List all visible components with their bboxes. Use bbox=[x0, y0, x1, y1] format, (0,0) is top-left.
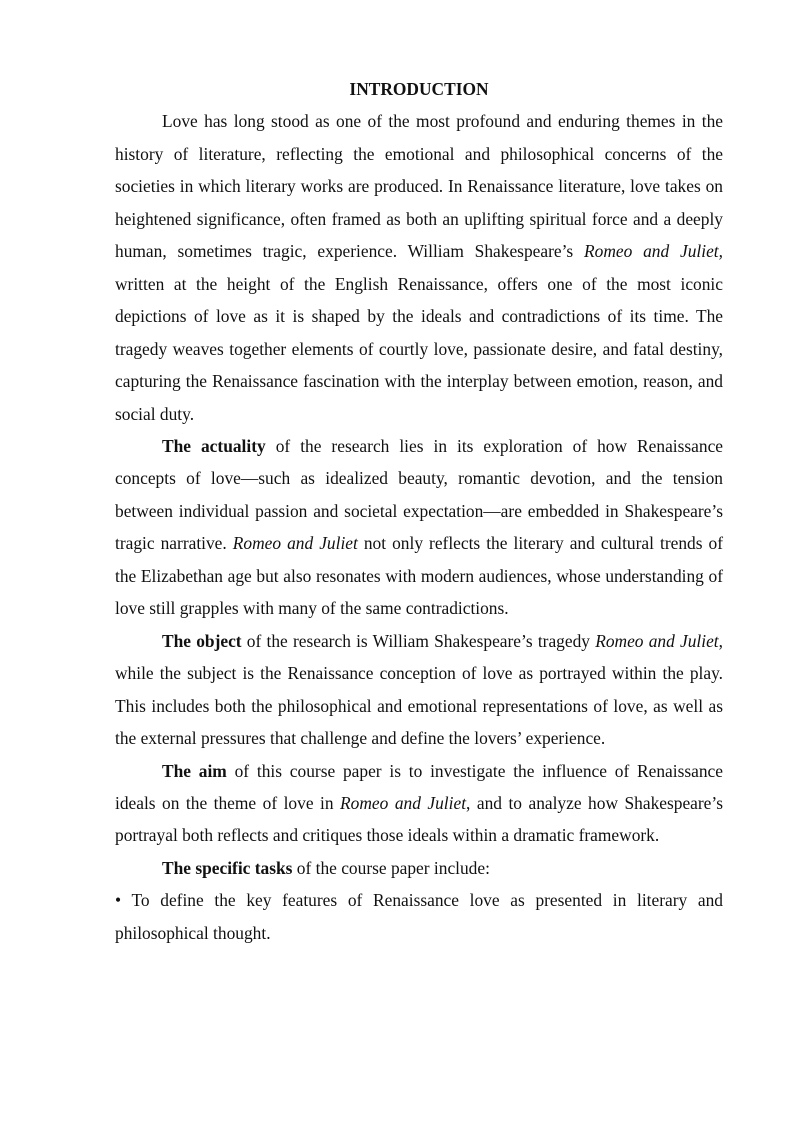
term-label: The object bbox=[162, 630, 242, 651]
term-label: The aim bbox=[162, 760, 227, 781]
play-title: Romeo and Juliet, bbox=[584, 241, 723, 262]
list-item: • To define the key features of Renaissance love as presented in literary and philosophical thought. bbox=[115, 890, 723, 943]
paragraph-text: written at the height of the English Renaissance, offers one of the most iconic depictions of love as it is shaped by the ideals and contradictions of its time. The tragedy weaves together elements of courtly love, passionate desire, and fatal destiny, capturing the Renaissance fascination with the interplay between emotion, reason, and social duty. bbox=[115, 273, 723, 424]
paragraph-text: of the course paper include: bbox=[292, 857, 490, 878]
paragraph-text: of this course paper is to investigate the influence of Renaissance ideals on the theme of love in bbox=[115, 760, 723, 813]
paragraph-text: of the research lies in its exploration of how Renaissance concepts of love—such as idealized beauty, romantic devotion, and the tension between individual passion and societal expectation—are embedded in Shakespeare’s tragic narrative. bbox=[115, 435, 724, 554]
paragraph-text: , and to analyze how Shakespeare’s portrayal both reflects and critiques those ideals within a dramatic framework. bbox=[115, 792, 723, 846]
play-title: Romeo and Juliet bbox=[340, 792, 467, 813]
play-title: Romeo and Juliet bbox=[595, 630, 719, 651]
term-label: The actuality bbox=[162, 435, 266, 456]
page-content bbox=[115, 73, 723, 949]
paragraph-text: of the research is William Shakespeare’s tragedy bbox=[241, 630, 596, 651]
section-heading: INTRODUCTION bbox=[349, 79, 489, 99]
paragraph-object bbox=[115, 625, 723, 755]
paragraph-actuality bbox=[115, 430, 723, 625]
paragraph-text: Love has long stood as one of the most profound and enduring themes in the history of literature, reflecting the emotional and philosophical concerns of the societies in which literary works are produced. In Renaissance literature, love takes on heightened significance, often framed as both an uplifting spiritual force and a deeply human, sometimes tragic, experience. William Shakespeare’s bbox=[115, 111, 723, 262]
paragraph-text: not only reflects the literary and cultural trends of the Elizabethan age but also resonates with modern audiences, whose understanding of love still grapples with many of the same contradictions. bbox=[115, 533, 723, 619]
paragraph-text: , while the subject is the Renaissance conception of love as portrayed within the play. This includes both the philosophical and emotional representations of love, as well as the external pressures that challenge and define the lovers’ experience. bbox=[115, 630, 723, 749]
paragraph-tasks bbox=[115, 852, 723, 884]
paragraph-aim bbox=[115, 755, 723, 852]
term-label: The specific tasks bbox=[162, 857, 293, 878]
paragraph-love-theme bbox=[115, 105, 723, 430]
play-title: Romeo and Juliet bbox=[232, 533, 358, 554]
